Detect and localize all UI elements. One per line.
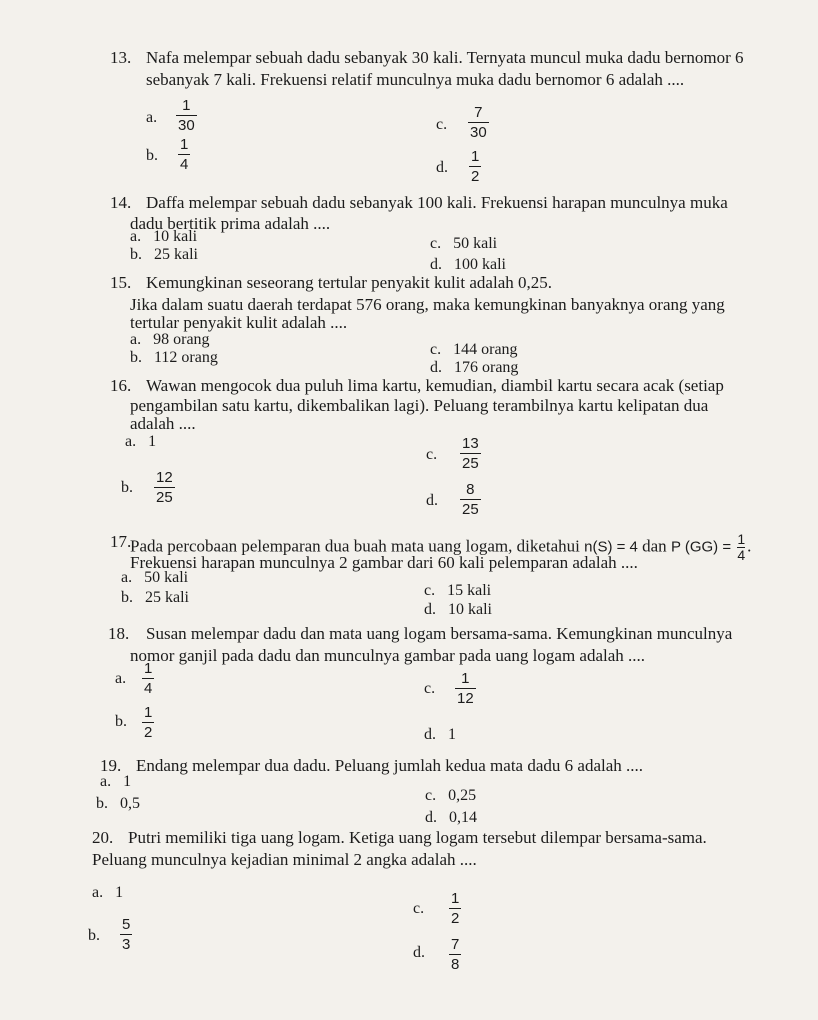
question-text: Wawan mengocok dua puluh lima kartu, kemudian, diambil kartu secara acak (setiap [146, 376, 724, 395]
option-b: b. 25 kali [130, 246, 198, 263]
option-label: b. [121, 479, 133, 496]
option-label: b. [88, 927, 100, 944]
question-text: Peluang munculnya kejadian minimal 2 angka adalah .... [92, 850, 477, 869]
option-b: b. 112 orang [130, 349, 218, 366]
question-text: Nafa melempar sebuah dadu sebanyak 30 kali. Ternyata muncul muka dadu bernomor 6 [146, 48, 744, 67]
option-b-fraction: 5 3 [122, 916, 131, 953]
question-text: Kemungkinan seseorang tertular penyakit kulit adalah 0,25. [146, 273, 552, 292]
option-d: d. 10 kali [424, 601, 492, 618]
question-number: 20. [92, 828, 114, 847]
option-a: a. 98 orang [130, 331, 210, 348]
option-c: c. 0,25 [425, 787, 477, 804]
option-d: d. 100 kali [430, 256, 506, 273]
option-b: b. 25 kali [121, 589, 189, 606]
question-text: dadu bertitik prima adalah .... [130, 214, 331, 233]
question-text: Daffa melempar sebuah dadu sebanyak 100 kali. Frekuensi harapan munculnya muka [146, 193, 728, 212]
option-b-fraction: 12 25 [156, 469, 173, 506]
option-label: c. [436, 116, 448, 133]
option-d: d. 1 [424, 726, 456, 743]
option-d-fraction: 1 2 [471, 148, 480, 185]
option-label: d. [413, 944, 425, 961]
option-label: c. [413, 900, 425, 917]
option-a: a. 1 [125, 433, 157, 450]
option-a: a. 1 [92, 884, 124, 901]
option-a: a. 1 [100, 773, 132, 790]
question-number: 14. [110, 193, 132, 212]
option-a-fraction: 1 4 [144, 660, 153, 697]
question-text: nomor ganjil pada dadu dan munculnya gambar pada uang logam adalah .... [130, 646, 646, 665]
option-c-fraction: 1 12 [457, 670, 474, 707]
option-label: c. [426, 446, 438, 463]
question-number: 18. [108, 624, 130, 643]
option-b-fraction: 1 4 [180, 136, 189, 173]
pgg-fraction: $\frac{1}{4}$ [737, 531, 746, 563]
question-text: sebanyak 7 kali. Frekuensi relatif munculnya muka dadu bernomor 6 adalah .... [146, 70, 685, 89]
option-c: c. 50 kali [430, 235, 498, 252]
option-c-fraction: 1 2 [451, 890, 460, 927]
option-d: d. 176 orang [430, 359, 519, 376]
question-number: 19. [100, 756, 122, 775]
question-number: 15. [110, 273, 132, 292]
question-number: 16. [110, 376, 132, 395]
question-text: Pada percobaan pelemparan dua buah mata uang logam, diketahui n(S) = 4 dan P (GG) = $\frac{1}{4}$ . [130, 531, 752, 563]
option-label: b. [115, 713, 127, 730]
question-number: 17. [110, 532, 132, 551]
option-b: b. 0,5 [96, 795, 140, 812]
question-text: Susan melempar dadu dan mata uang logam bersama-sama. Kemungkinan munculnya [146, 624, 733, 643]
option-c: c. 144 orang [430, 341, 518, 358]
option-a-fraction: 1 30 [178, 97, 195, 134]
question-text: Putri memiliki tiga uang logam. Ketiga uang logam tersebut dilempar bersama-sama. [128, 828, 707, 847]
option-d-fraction: 8 25 [462, 481, 479, 518]
option-label: b. [146, 147, 158, 164]
option-c-fraction: 7 30 [470, 104, 487, 141]
question-number: 13. [110, 48, 132, 67]
option-b-fraction: 1 2 [144, 704, 153, 741]
question-text: Frekuensi harapan munculnya 2 gambar dari 60 kali pelemparan adalah .... [130, 553, 638, 572]
option-c: c. 15 kali [424, 582, 492, 599]
option-a: a. 10 kali [130, 228, 198, 245]
option-label: a. [115, 670, 127, 687]
option-label: d. [426, 492, 438, 509]
option-a: a. 50 kali [121, 569, 189, 586]
question-text: tertular penyakit kulit adalah .... [130, 313, 348, 332]
option-label: c. [424, 680, 436, 697]
question-text: adalah .... [130, 414, 196, 433]
question-text: pengambilan satu kartu, dikembalikan lagi). Peluang terambilnya kartu kelipatan dua [130, 396, 709, 415]
option-label: a. [146, 109, 158, 126]
option-label: d. [436, 159, 448, 176]
option-d-fraction: 7 8 [451, 936, 460, 973]
option-d: d. 0,14 [425, 809, 477, 826]
question-text: Jika dalam suatu daerah terdapat 576 orang, maka kemungkinan banyaknya orang yang [130, 295, 725, 314]
question-text: Endang melempar dua dadu. Peluang jumlah kedua mata dadu 6 adalah .... [136, 756, 644, 775]
option-c-fraction: 13 25 [462, 435, 479, 472]
